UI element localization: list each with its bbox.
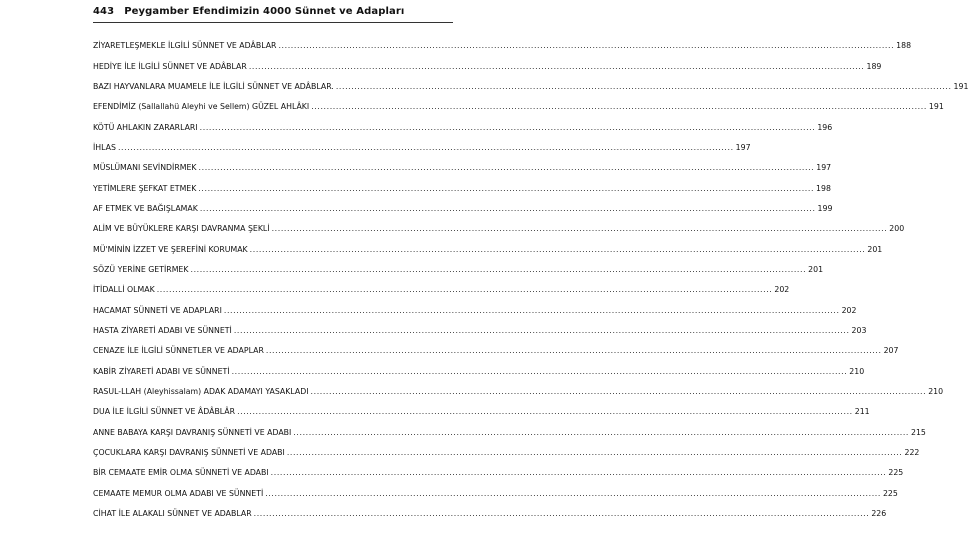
toc-entry (93, 300, 857, 320)
toc-entry-page-number: 222 (904, 448, 920, 458)
toc-entry-title: MÜSLÜMANI SEVİNDİRMEK (93, 163, 197, 173)
dot-leader: ........................................................................................................................................................................................................ (190, 264, 807, 274)
dot-leader: ........................................................................................................................................................................................................ (199, 122, 816, 132)
toc-entry-title: SÖZÜ YERİNE GETİRMEK (93, 264, 189, 274)
dot-leader: ........................................................................................................................................................................................................ (117, 142, 734, 152)
toc-entry-page-number: 191 (953, 81, 968, 91)
toc-entry-page-number: 202 (774, 285, 790, 295)
toc-entry-title: BAZI HAYVANLARA MUAMELE İLE İLGİLİ SÜNNET VE ADÂBLAR. (93, 81, 334, 91)
toc-entry-title: RASUL-LLAH (Aleyhissalam) ADAK ADAMAYI YASAKLADI (93, 387, 309, 397)
toc-entry-page-number: 207 (883, 346, 899, 356)
dot-leader: ........................................................................................................................................................................................................ (335, 81, 952, 91)
dot-leader: ........................................................................................................................................................................................................ (270, 468, 887, 478)
toc-entry-title: ZİYARETLEŞMEKLE İLGİLİ SÜNNET VE ADÂBLAR (93, 41, 277, 51)
toc-entry (93, 158, 832, 178)
toc-entry-page-number: 211 (854, 407, 870, 417)
toc-entry-page-number: 198 (816, 183, 831, 193)
toc-entry (93, 321, 867, 341)
running-header (93, 6, 453, 23)
toc-entry (93, 382, 944, 402)
toc-entry-page-number: 210 (928, 387, 944, 397)
toc-entry-title: HACAMAT SÜNNETİ VE ADAPLARI (93, 305, 222, 315)
toc-entry-page-number: 225 (888, 468, 904, 478)
dot-leader: ........................................................................................................................................................................................................ (156, 285, 773, 295)
toc-entry-page-number: 201 (808, 264, 824, 274)
toc-entry-page-number: 203 (851, 325, 867, 335)
toc-entry (93, 117, 833, 137)
toc-entry (93, 362, 865, 382)
toc-entry-title: DUA İLE İLGİLİ SÜNNET VE ÂDÂBLÂR (93, 407, 236, 417)
toc-entry-title: ÇOCUKLARA KARŞI DAVRANIŞ SÜNNETİ VE ADABI (93, 448, 285, 458)
toc-entry (93, 36, 912, 56)
dot-leader: ........................................................................................................................................................................................................ (265, 488, 881, 498)
toc-entry-title: ALİM VE BÜYÜKLERE KARŞI DAVRANMA ŞEKLİ (93, 224, 270, 234)
toc-entry-title: MÜ'MİNİN İZZET VE ŞEREFİNİ KORUMAK (93, 244, 248, 254)
toc-entry-title: CEMAATE MEMUR OLMA ADABI VE SÜNNETİ (93, 488, 264, 498)
dot-leader: ........................................................................................................................................................................................................ (293, 427, 910, 437)
toc-entry-page-number: 188 (896, 41, 912, 51)
dot-leader: ........................................................................................................................................................................................................ (286, 448, 903, 458)
dot-leader: ........................................................................................................................................................................................................ (278, 41, 895, 51)
toc-entry-title: CENAZE İLE İLGİLİ SÜNNETLER VE ADAPLAR (93, 346, 264, 356)
header-page-number: 443 (93, 6, 115, 17)
toc-entry (93, 138, 751, 158)
toc-entry-page-number: 225 (882, 488, 898, 498)
toc-entry-page-number: 196 (817, 122, 833, 132)
toc-entry-page-number: 202 (841, 305, 857, 315)
dot-leader: ........................................................................................................................................................................................................ (271, 224, 888, 234)
dot-leader: ........................................................................................................................................................................................................ (198, 183, 815, 193)
toc-entry (93, 443, 920, 463)
toc-entry (93, 504, 887, 524)
toc-entry-title: HEDİYE İLE İLGİLİ SÜNNET VE ADÂBLAR (93, 61, 247, 71)
toc-entry (93, 178, 831, 198)
toc-entry (93, 97, 944, 117)
toc-entry-page-number: 191 (928, 102, 944, 112)
toc-entry-page-number: 199 (817, 203, 833, 213)
book-title: Peygamber Efendimizin 4000 Sünnet ve Adapları (124, 6, 405, 17)
toc-entry (93, 463, 904, 483)
toc-entry-title: CİHAT İLE ALAKALI SÜNNET VE ADABLAR (93, 509, 252, 519)
toc-entry-page-number: 226 (871, 509, 887, 519)
toc-entry (93, 239, 883, 259)
toc-entry (93, 77, 968, 97)
table-of-contents (93, 36, 968, 524)
dot-leader: ........................................................................................................................................................................................................ (231, 366, 848, 376)
toc-entry-page-number: 201 (867, 244, 883, 254)
toc-entry-title: HASTA ZİYARETİ ADABI VE SÜNNETİ (93, 325, 232, 335)
dot-leader: ........................................................................................................................................................................................................ (311, 102, 927, 112)
toc-entry-title: İTİDALLİ OLMAK (93, 285, 155, 295)
dot-leader: ........................................................................................................................................................................................................ (265, 346, 882, 356)
toc-entry-page-number: 215 (911, 427, 926, 437)
dot-leader: ........................................................................................................................................................................................................ (248, 61, 865, 71)
toc-entry (93, 423, 926, 443)
toc-entry (93, 56, 882, 76)
dot-leader: ........................................................................................................................................................................................................ (249, 244, 866, 254)
toc-entry-page-number: 210 (849, 366, 865, 376)
toc-entry-title: KABİR ZİYARETİ ADABI VE SÜNNETİ (93, 366, 230, 376)
dot-leader: ........................................................................................................................................................................................................ (237, 407, 853, 417)
dot-leader: ........................................................................................................................................................................................................ (310, 387, 927, 397)
toc-entry (93, 219, 905, 239)
toc-entry-title: ANNE BABAYA KARŞI DAVRANIŞ SÜNNETİ VE ADABI (93, 427, 292, 437)
dot-leader: ........................................................................................................................................................................................................ (198, 163, 815, 173)
toc-entry (93, 199, 833, 219)
toc-entry-title: AF ETMEK VE BAĞIŞLAMAK (93, 203, 198, 213)
toc-entry-page-number: 189 (866, 61, 882, 71)
toc-entry-title: EFENDİMİZ (Sallallahü Aleyhi ve Sellem) GÜZEL AHLÂKI (93, 102, 310, 112)
toc-entry (93, 484, 898, 504)
toc-entry (93, 260, 824, 280)
toc-entry-page-number: 200 (889, 224, 905, 234)
toc-entry-title: YETİMLERE ŞEFKAT ETMEK (93, 183, 197, 193)
dot-leader: ........................................................................................................................................................................................................ (253, 509, 870, 519)
toc-entry-page-number: 197 (735, 142, 751, 152)
toc-entry (93, 280, 790, 300)
toc-entry-title: İHLAS (93, 142, 116, 152)
toc-entry (93, 402, 870, 422)
toc-entry-page-number: 197 (816, 163, 832, 173)
dot-leader: ........................................................................................................................................................................................................ (199, 203, 816, 213)
dot-leader: ........................................................................................................................................................................................................ (233, 325, 850, 335)
toc-entry-title: BİR CEMAATE EMİR OLMA SÜNNETİ VE ADABI (93, 468, 269, 478)
toc-entry-title: KÖTÜ AHLAKIN ZARARLARI (93, 122, 198, 132)
toc-entry (93, 341, 899, 361)
dot-leader: ........................................................................................................................................................................................................ (223, 305, 840, 315)
